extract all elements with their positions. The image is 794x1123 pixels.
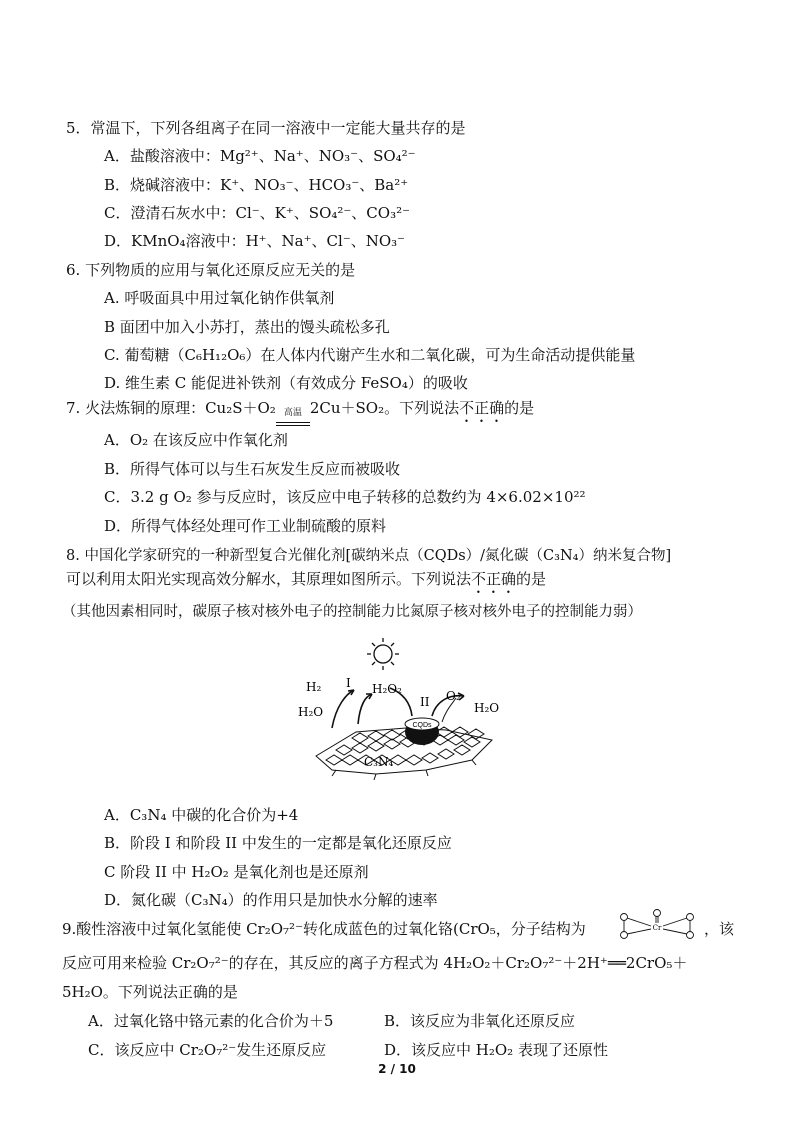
q7-option-a: A．O₂ 在该反应中作氧化剂 bbox=[104, 431, 288, 449]
sun-icon bbox=[367, 638, 399, 670]
q6-option-b: B 面团中加入小苏打，蒸出的馒头疏松多孔 bbox=[104, 318, 390, 336]
figure-stage-2: II bbox=[420, 695, 430, 709]
q8-note: （其他因素相同时，碳原子核对核外电子的控制能力比氮原子核对核外电子的控制能力弱） bbox=[62, 604, 642, 620]
q8-line2-end: 的是 bbox=[516, 570, 547, 588]
q7-stem-pre: 7. 火法炼铜的原理：Cu₂S＋O₂ bbox=[66, 399, 276, 417]
q8-option-c: C 阶段 II 中 H₂O₂ 是氧化剂也是还原剂 bbox=[104, 863, 369, 881]
cro5-center: Cr bbox=[652, 924, 662, 932]
page-number: 2 / 10 bbox=[378, 1062, 416, 1076]
q8-option-a: A．C₃N₄ 中碳的化合价为+4 bbox=[104, 806, 299, 824]
q7-option-b: B．所得气体可以与生石灰发生反应而被吸收 bbox=[104, 460, 401, 478]
q7-option-d: D．所得气体经处理可作工业制硫酸的原料 bbox=[104, 517, 387, 535]
q6-option-c: C. 葡萄糖（C₆H₁₂O₆）在人体内代谢产生水和二氧化碳，可为生命活动提供能量 bbox=[104, 346, 636, 364]
q7-stem-post: 2Cu＋SO₂。下列说法 bbox=[309, 399, 460, 417]
q9-line3: 5H₂O。下列说法正确的是 bbox=[62, 983, 238, 1001]
q6-option-d: D. 维生素 C 能促进补铁剂（有效成分 FeSO₄）的吸收 bbox=[104, 374, 468, 392]
q9-option-b: B．该反应为非氧化还原反应 bbox=[384, 1012, 576, 1030]
q8-option-b: B．阶段 I 和阶段 II 中发生的一定都是氧化还原反应 bbox=[104, 834, 452, 852]
figure-h2o-right: H₂O bbox=[474, 701, 500, 715]
q5-option-d: D．KMnO₄溶液中：H⁺、Na⁺、Cl⁻、NO₃⁻ bbox=[104, 232, 406, 250]
photocatalyst-diagram bbox=[296, 636, 510, 782]
figure-h2o-left: H₂O bbox=[298, 705, 324, 719]
q8-line2-dot: 不正确 bbox=[471, 570, 517, 588]
figure-h2o2: H₂O₂ bbox=[372, 682, 402, 696]
cqds-label: CQDs bbox=[412, 722, 432, 729]
q7-stem bbox=[66, 397, 534, 426]
q6-option-a: A. 呼吸面具中用过氧化钠作供氧剂 bbox=[104, 289, 335, 307]
figure-stage-1: I bbox=[346, 676, 351, 690]
q8-line2-pre: 可以利用太阳光实现高效分解水，其原理如图所示。下列说法 bbox=[66, 570, 472, 588]
q7-stem-dot: 不正确 bbox=[459, 399, 505, 417]
q7-option-c: C．3.2 g O₂ 参与反应时，该反应中电子转移的总数约为 4×6.02×10²² bbox=[104, 488, 586, 506]
q9-line1-end: ，该 bbox=[704, 920, 735, 938]
q9-option-d: D．该反应中 H₂O₂ 表现了还原性 bbox=[384, 1041, 608, 1059]
q7-arrow bbox=[276, 408, 310, 426]
q9-line2: 反应可用来检验 Cr₂O₇²⁻的存在，其反应的离子方程式为 4H₂O₂＋Cr₂O₇²⁻＋2H⁺══2CrO₅＋ bbox=[62, 954, 688, 972]
q7-condition: 高温 bbox=[283, 408, 302, 418]
figure-c3n4: C₃N₄ bbox=[364, 755, 394, 769]
q5-option-a: A．盐酸溶液中：Mg²⁺、Na⁺、NO₃⁻、SO₄²⁻ bbox=[104, 147, 416, 165]
q9-line1-pre: 9.酸性溶液中过氧化氢能使 Cr₂O₇²⁻转化成蓝色的过氧化铬(CrO₅，分子结构为 bbox=[62, 920, 586, 938]
q8-option-d: D．氮化碳（C₃N₄）的作用只是加快水分解的速率 bbox=[104, 891, 438, 909]
q5-stem: 5．常温下，下列各组离子在同一溶液中一定能大量共存的是 bbox=[66, 119, 466, 137]
q8-line1: 8. 中国化学家研究的一种新型复合光催化剂[碳纳米点（CQDs）/氮化碳（C₃N₄）纳米复合物] bbox=[66, 548, 672, 564]
q6-stem: 6. 下列物质的应用与氧化还原反应无关的是 bbox=[66, 261, 356, 279]
cqds-dot bbox=[405, 718, 439, 745]
q7-stem-end: 的是 bbox=[504, 399, 535, 417]
q5-option-b: B．烧碱溶液中：K⁺、NO₃⁻、HCO₃⁻、Ba²⁺ bbox=[104, 176, 409, 194]
q9-option-a: A．过氧化铬中铬元素的化合价为＋5 bbox=[88, 1012, 334, 1030]
q5-option-c: C．澄清石灰水中：Cl⁻、K⁺、SO₄²⁻、CO₃²⁻ bbox=[104, 204, 411, 222]
q8-line2 bbox=[66, 568, 546, 597]
figure-o2: O₂ bbox=[446, 689, 461, 703]
figure-h2: H₂ bbox=[306, 680, 322, 694]
cro5-structure bbox=[616, 908, 698, 942]
c3n4-sheet bbox=[316, 727, 492, 780]
q9-option-c: C．该反应中 Cr₂O₇²⁻发生还原反应 bbox=[88, 1041, 327, 1059]
